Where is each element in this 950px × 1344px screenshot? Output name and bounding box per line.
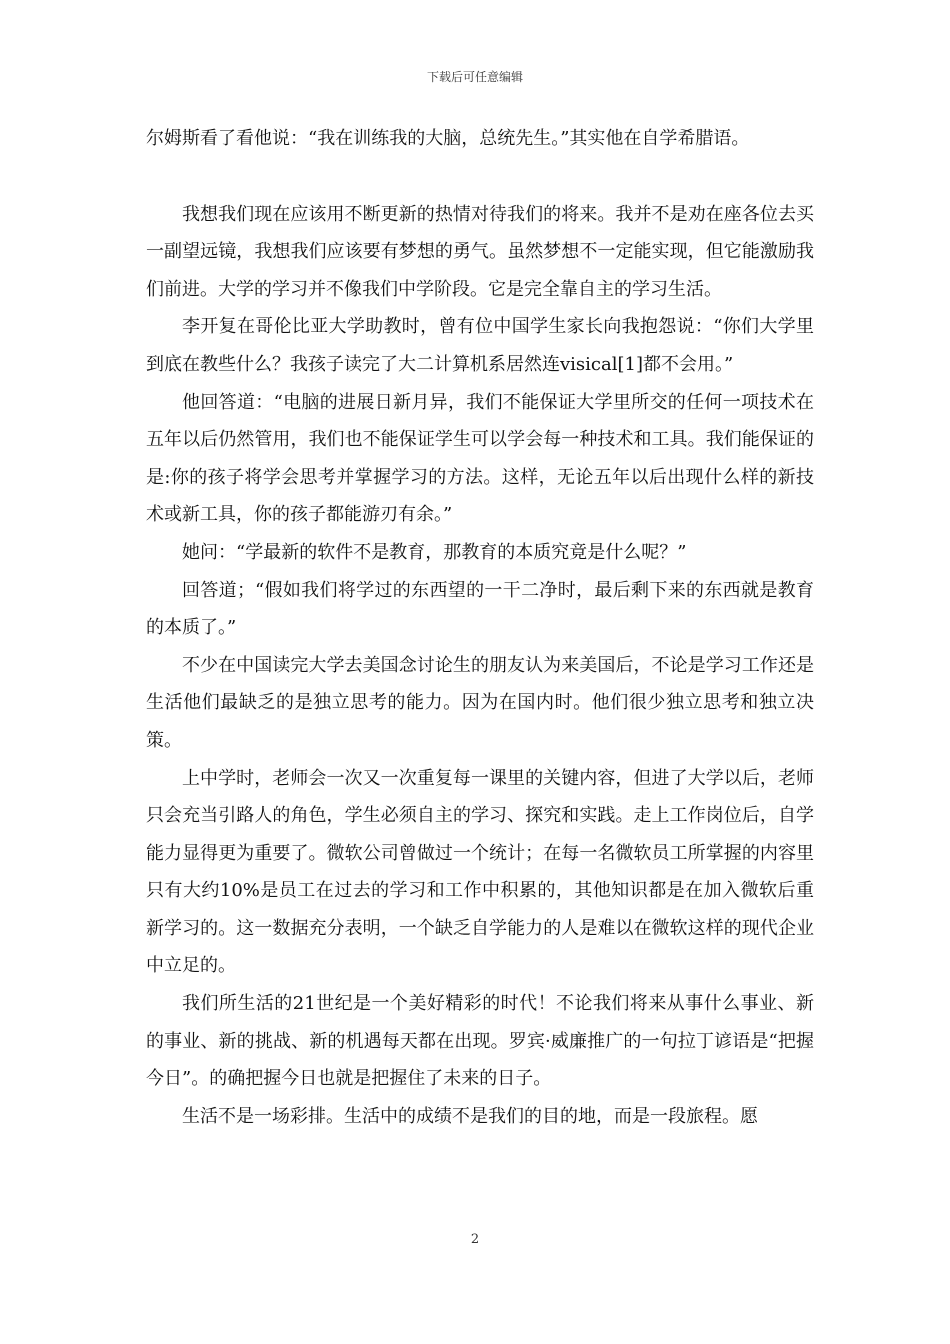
document-body bbox=[146, 120, 814, 1135]
paragraph: 回答道；“假如我们将学过的东西望的一干二净时，最后剩下来的东西就是教育的本质了。” bbox=[146, 579, 814, 639]
page-header: 下载后可任意编辑 bbox=[426, 70, 523, 84]
paragraph: 他回答道：“电脑的进展日新月异，我们不能保证大学里所交的任何一项技术在五年以后仍然管用，我们也不能保证学生可以学会每一种技术和工具。我们能保证的是:你的孩子将学会思考并掌握学习的方法。这样，无论五年以后出现什么样的新技术或新工具，你的孩子都能游刃有余。” bbox=[146, 391, 814, 526]
paragraph: 李开复在哥伦比亚大学助教时，曾有位中国学生家长向我抱怨说：“你们大学里到底在教些什么？我孩子读完了大二计算机系居然连visical[1]都不会用。” bbox=[146, 316, 814, 375]
paragraph: 上中学时，老师会一次又一次重复每一课里的关键内容，但进了大学以后，老师只会充当引路人的角色，学生必须自主的学习、探究和实践。走上工作岗位后，自学能力显得更为重要了。微软公司曾做过一个统计；在每一名微软员工所掌握的内容里只有大约10%是员工在过去的学习和工作中积累的，其他知识都是在加入微软后重新学习的。这一数据充分表明，一个缺乏自学能力的人是难以在微软这样的现代企业中立足的。 bbox=[146, 767, 814, 977]
page-number: 2 bbox=[470, 1232, 480, 1247]
paragraph: 她问：“学最新的软件不是教育，那教育的本质究竟是什么呢？” bbox=[182, 541, 687, 563]
paragraph: 不少在中国读完大学去美国念讨论生的朋友认为来美国后，不论是学习工作还是生活他们最缺乏的是独立思考的能力。因为在国内时。他们很少独立思考和独立决策。 bbox=[146, 654, 814, 751]
paragraph: 我想我们现在应该用不断更新的热情对待我们的将来。我并不是劝在座各位去买一副望远镜，我想我们应该要有梦想的勇气。虽然梦想不一定能实现，但它能激励我们前进。大学的学习并不像我们中学阶段。它是完全靠自主的学习生活。 bbox=[146, 203, 814, 300]
paragraph: 生活不是一场彩排。生活中的成绩不是我们的目的地，而是一段旅程。愿 bbox=[182, 1105, 758, 1127]
paragraph-continuation: 尔姆斯看了看他说：“我在训练我的大脑，总统先生。”其实他在自学希腊语。 bbox=[146, 128, 750, 149]
paragraph: 我们所生活的21世纪是一个美好精彩的时代！不论我们将来从事什么事业、新的事业、新的挑战、新的机遇每天都在出现。罗宾·威廉推广的一句拉丁谚语是“把握今日”。的确把握今日也就是把握住了未来的日子。 bbox=[146, 993, 814, 1090]
